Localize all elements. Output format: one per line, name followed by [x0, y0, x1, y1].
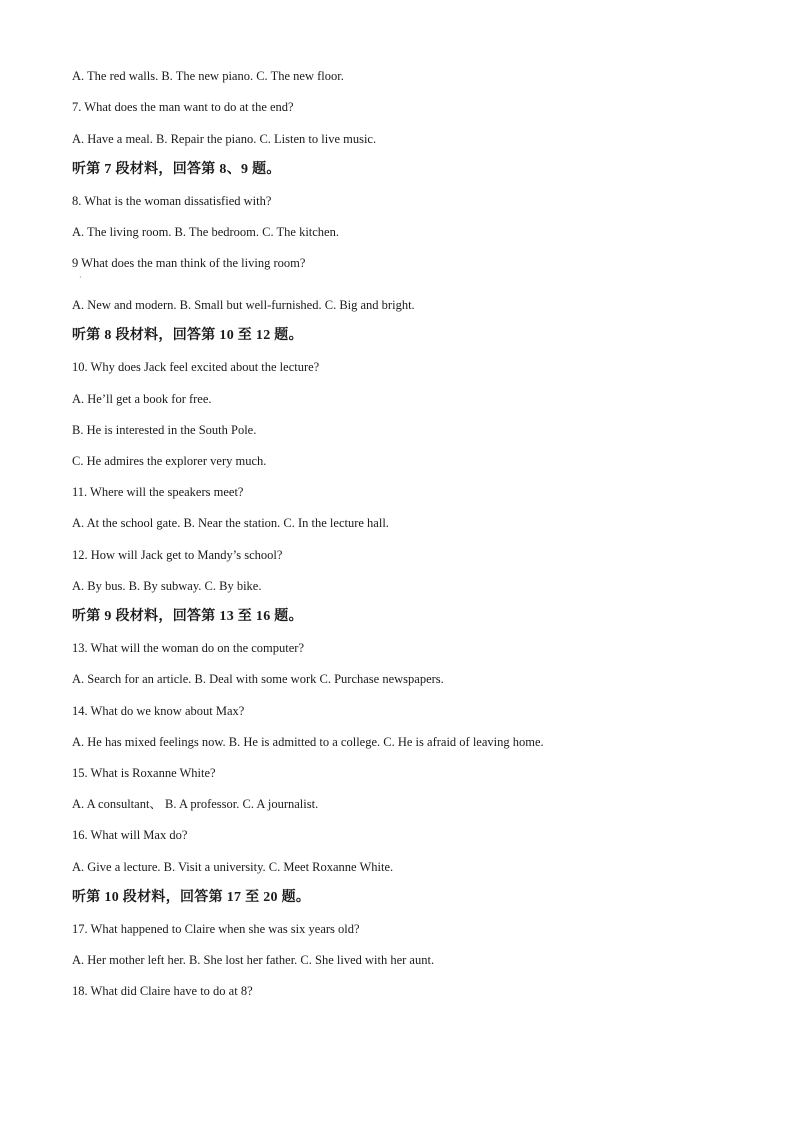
question-line: 7. What does the man want to do at the end? — [72, 100, 294, 114]
option-line: A. Have a meal. B. Repair the piano. C. Listen to live music. — [72, 132, 377, 146]
section-heading: 听第 9 段材料，回答第 13 至 16 题。 — [72, 609, 303, 624]
option-line: A. He has mixed feelings now. B. He is admitted to a college. C. He is afraid of leaving home. — [72, 735, 544, 749]
question-line: 16. What will Max do? — [72, 828, 188, 842]
section-heading: 听第 7 段材料，回答第 8、9 题。 — [72, 162, 281, 177]
question-line: 18. What did Claire have to do at 8? — [72, 984, 253, 998]
option-line: A. Search for an article. B. Deal with some work C. Purchase newspapers. — [72, 672, 444, 686]
section-heading: 听第 10 段材料，回答第 17 至 20 题。 — [72, 890, 311, 905]
question-line: 13. What will the woman do on the computer? — [72, 641, 305, 655]
option-line: A. New and modern. B. Small but well-furnished. C. Big and bright. — [72, 298, 415, 312]
option-line: A. A consultant、 B. A professor. C. A journalist. — [72, 797, 319, 811]
option-line: C. He admires the explorer very much. — [72, 454, 267, 468]
option-line: A. He’ll get a book for free. — [72, 392, 212, 406]
option-line: A. The living room. B. The bedroom. C. The kitchen. — [72, 225, 339, 239]
option-line: A. By bus. B. By subway. C. By bike. — [72, 579, 262, 593]
option-line: A. At the school gate. B. Near the station. C. In the lecture hall. — [72, 516, 389, 530]
stray-mark: · — [79, 273, 82, 282]
question-line: 15. What is Roxanne White? — [72, 766, 216, 780]
option-line: A. Her mother left her. B. She lost her father. C. She lived with her aunt. — [72, 953, 435, 967]
question-line: 14. What do we know about Max? — [72, 704, 245, 718]
option-line: A. The red walls. B. The new piano. C. The new floor. — [72, 69, 344, 83]
question-line: 12. How will Jack get to Mandy’s school? — [72, 548, 283, 562]
question-line: 17. What happened to Claire when she was six years old? — [72, 922, 360, 936]
option-line: B. He is interested in the South Pole. — [72, 423, 257, 437]
question-line: 8. What is the woman dissatisfied with? — [72, 194, 272, 208]
question-line: 10. Why does Jack feel excited about the lecture? — [72, 360, 320, 374]
question-line: 11. Where will the speakers meet? — [72, 485, 244, 499]
option-line: A. Give a lecture. B. Visit a university. C. Meet Roxanne White. — [72, 860, 394, 874]
question-line: 9 What does the man think of the living room? — [72, 256, 306, 270]
section-heading: 听第 8 段材料，回答第 10 至 12 题。 — [72, 328, 303, 343]
